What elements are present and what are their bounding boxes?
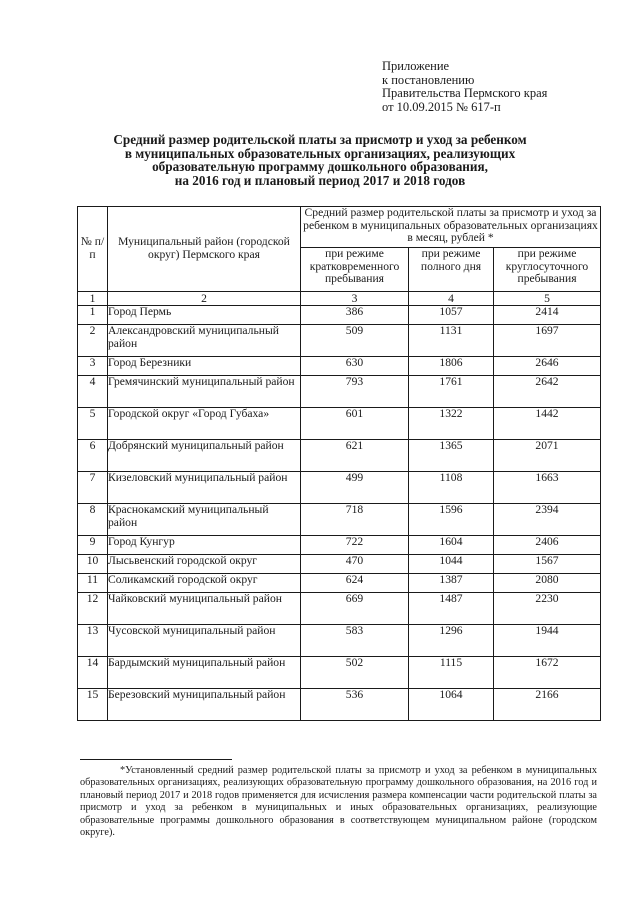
row-number: 7 [78,472,108,504]
fee-round-clock: 1442 [494,408,601,440]
row-number: 3 [78,357,108,376]
district-name: Бардымский муниципальный район [108,657,301,689]
district-name: Город Пермь [108,306,301,325]
table-row [78,376,601,408]
table-row [78,306,601,325]
footnote-text: *Установленный средний размер родительской платы за присмотр и уход за ребенком в муниципальных образовательных организациях, реализующих образовательную программу дошкольного образования, на 2016 год и плановый период 2017 и 2018 годов применяется для исчисления размера компенсации части родительской платы за присмотр и уход за ребенком в муниципальных и иных образовательных организациях, реализующие образовательные программы дошкольного образования в соответствующем муниципальном районе (городском округе). [80,765,597,839]
table-row [78,504,601,536]
district-name: Чайковский муниципальный район [108,593,301,625]
appendix-line: Правительства Пермского края [382,86,548,100]
table-row [78,472,601,504]
title-line: на 2016 год и плановый период 2017 и 2018 годов [174,172,466,188]
row-number: 2 [78,325,108,357]
table-row [78,357,601,376]
district-name: Город Кунгур [108,536,301,555]
fee-full-day: 1365 [409,440,494,472]
appendix-line: от 10.09.2015 № 617-п [382,99,501,114]
fee-short-stay: 386 [301,306,409,325]
fee-full-day: 1604 [409,536,494,555]
fee-full-day: 1044 [409,555,494,574]
fee-full-day: 1596 [409,504,494,536]
header-short-stay: при режиме кратковременного пребывания [301,248,409,292]
fee-short-stay: 621 [301,440,409,472]
fee-round-clock: 1663 [494,472,601,504]
district-name: Кизеловский муниципальный район [108,472,301,504]
district-name: Краснокамский муниципальный район [108,504,301,536]
fee-full-day: 1108 [409,472,494,504]
fee-full-day: 1806 [409,357,494,376]
column-number-row [78,292,601,306]
district-name: Гремячинский муниципальный район [108,376,301,408]
fee-full-day: 1057 [409,306,494,325]
fee-short-stay: 536 [301,689,409,721]
fee-table [77,206,601,721]
fee-round-clock: 2642 [494,376,601,408]
header-district: Муниципальный район (городской округ) Пермского края [108,207,301,292]
table-row [78,440,601,472]
fee-round-clock: 1697 [494,325,601,357]
table-row [78,555,601,574]
title-line: Средний размер родительской платы за присмотр и уход за ребенком [113,132,527,147]
row-number: 8 [78,504,108,536]
row-number: 10 [78,555,108,574]
title-line: в муниципальных образовательных организациях, реализующих [124,145,516,161]
document-title [60,133,580,187]
table-row [78,536,601,555]
fee-round-clock: 2394 [494,504,601,536]
fee-round-clock: 2071 [494,440,601,472]
footnote-divider [80,759,232,760]
fee-round-clock: 2080 [494,574,601,593]
fee-short-stay: 669 [301,593,409,625]
appendix-line: Приложение [382,59,450,73]
fee-full-day: 1322 [409,408,494,440]
title-line: образовательную программу дошкольного образования, [152,159,488,175]
row-number: 11 [78,574,108,593]
column-number: 5 [494,292,601,306]
fee-round-clock: 2166 [494,689,601,721]
fee-full-day: 1387 [409,574,494,593]
fee-short-stay: 470 [301,555,409,574]
fee-round-clock: 2414 [494,306,601,325]
column-number: 3 [301,292,409,306]
row-number: 1 [78,306,108,325]
fee-round-clock: 1672 [494,657,601,689]
fee-short-stay: 722 [301,536,409,555]
header-fee-group: Средний размер родительской платы за присмотр и уход за ребенком в муниципальных образовательных организациях в месяц, рублей * [301,207,601,248]
district-name: Лысьвенский городской округ [108,555,301,574]
district-name: Соликамский городской округ [108,574,301,593]
fee-short-stay: 624 [301,574,409,593]
fee-round-clock: 2230 [494,593,601,625]
fee-round-clock: 2406 [494,536,601,555]
district-name: Город Березники [108,357,301,376]
table-row [78,689,601,721]
fee-full-day: 1064 [409,689,494,721]
fee-short-stay: 630 [301,357,409,376]
fee-full-day: 1296 [409,625,494,657]
fee-short-stay: 793 [301,376,409,408]
fee-short-stay: 601 [301,408,409,440]
table-row [78,625,601,657]
table-row [78,593,601,625]
table-row [78,325,601,357]
fee-round-clock: 1944 [494,625,601,657]
row-number: 5 [78,408,108,440]
row-number: 4 [78,376,108,408]
row-number: 13 [78,625,108,657]
district-name: Чусовской муниципальный район [108,625,301,657]
district-name: Березовский муниципальный район [108,689,301,721]
table-row [78,657,601,689]
row-number: 15 [78,689,108,721]
fee-short-stay: 509 [301,325,409,357]
district-name: Добрянский муниципальный район [108,440,301,472]
row-number: 6 [78,440,108,472]
fee-short-stay: 718 [301,504,409,536]
table-row [78,574,601,593]
table-row [78,408,601,440]
header-full-day: при режиме полного дня [409,248,494,292]
fee-round-clock: 2646 [494,357,601,376]
column-number: 2 [108,292,301,306]
header-number: № п/п [78,207,108,292]
fee-full-day: 1761 [409,376,494,408]
fee-round-clock: 1567 [494,555,601,574]
row-number: 9 [78,536,108,555]
header-round-clock: при режиме круглосуточного пребывания [494,248,601,292]
row-number: 14 [78,657,108,689]
fee-short-stay: 502 [301,657,409,689]
column-number: 1 [78,292,108,306]
appendix-line: к постановлению [382,72,475,87]
fee-short-stay: 583 [301,625,409,657]
fee-full-day: 1131 [409,325,494,357]
fee-full-day: 1487 [409,593,494,625]
district-name: Александровский муниципальный район [108,325,301,357]
appendix-block [382,60,632,114]
column-number: 4 [409,292,494,306]
row-number: 12 [78,593,108,625]
district-name: Городской округ «Город Губаха» [108,408,301,440]
fee-short-stay: 499 [301,472,409,504]
fee-full-day: 1115 [409,657,494,689]
